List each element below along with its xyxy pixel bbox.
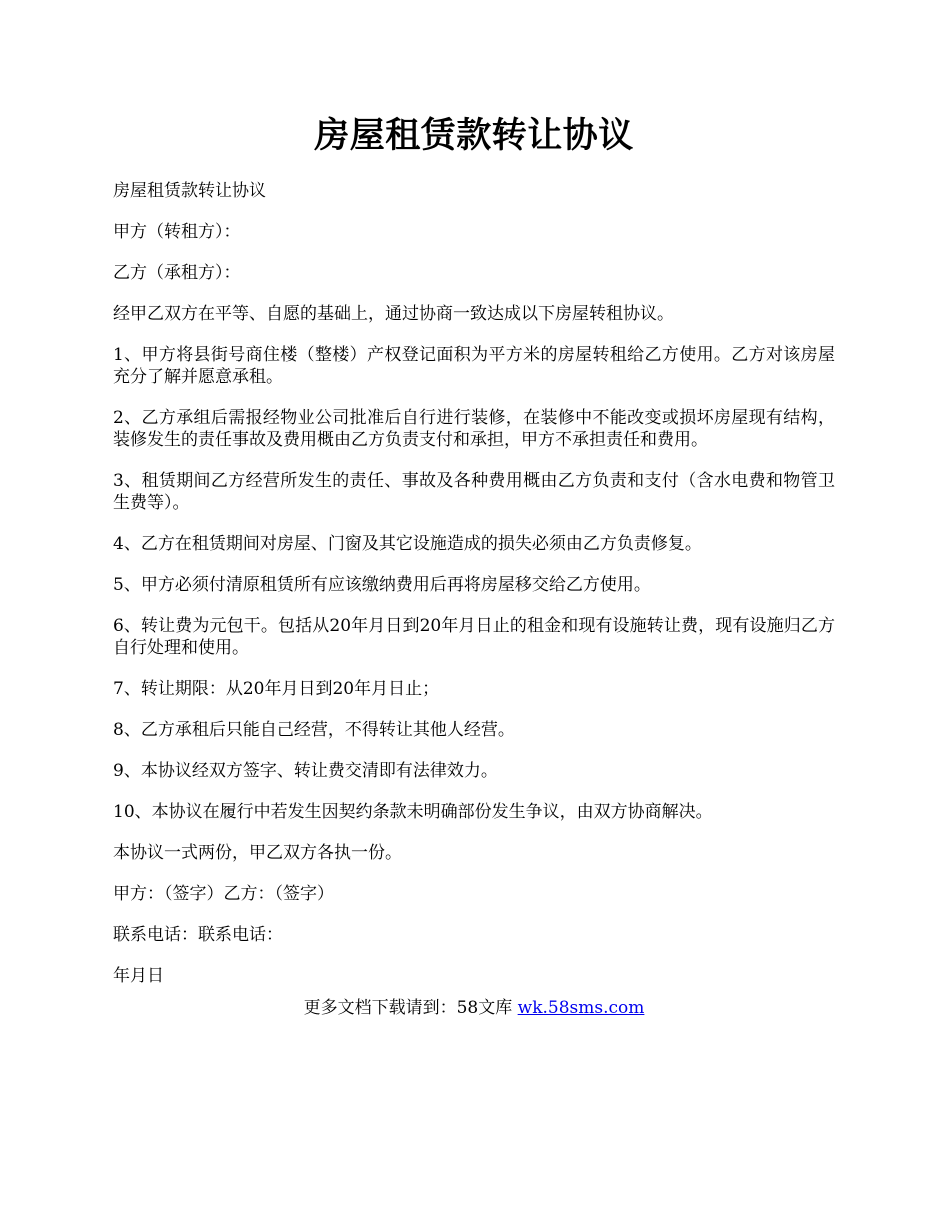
clause-2: 2、乙方承组后需报经物业公司批准后自行进行装修，在装修中不能改变或损坏房屋现有结构，装修发生的责任事故及费用概由乙方负责支付和承担，甲方不承担责任和费用。 [113,408,835,450]
footer-link[interactable]: wk.58sms.com [517,998,645,1018]
document-body [113,180,835,1006]
party-a-line: 甲方（转租方）： [113,222,241,242]
clause-4: 4、乙方在租赁期间对房屋、门窗及其它设施造成的损失必须由乙方负责修复。 [113,534,702,554]
clause-9: 9、本协议经双方签字、转让费交清即有法律效力。 [113,761,498,781]
footer-text: 更多文档下载请到：58文库 [303,998,518,1018]
contact-phone-line: 联系电话：联系电话： [113,925,283,945]
document-title: 房屋租赁款转让协议 [314,115,634,156]
date-line: 年月日 [113,966,164,986]
clause-3: 3、租赁期间乙方经营所发生的责任、事故及各种费用概由乙方负责和支付（含水电费和物管卫生费等）。 [113,471,835,513]
clause-1: 1、甲方将县街号商住楼（整楼）产权登记面积为平方米的房屋转租给乙方使用。乙方对该房屋充分了解并愿意承租。 [113,345,835,387]
footer [113,997,835,1019]
party-b-line: 乙方（承租方）： [113,263,241,283]
clause-5: 5、甲方必须付清原租赁所有应该缴纳费用后再将房屋移交给乙方使用。 [113,575,651,595]
paragraph-heading: 房屋租赁款转让协议 [113,181,266,201]
clause-7: 7、转让期限：从20年月日到20年月日止； [113,679,440,699]
clause-6: 6、转让费为元包干。包括从20年月日到20年月日止的租金和现有设施转让费，现有设施归乙方自行处理和使用。 [113,616,835,658]
copies-statement: 本协议一式两份，甲乙双方各执一份。 [113,843,402,863]
preamble-paragraph: 经甲乙双方在平等、自愿的基础上，通过协商一致达成以下房屋转租协议。 [113,304,674,324]
clause-10: 10、本协议在履行中若发生因契约条款未明确部份发生争议，由双方协商解决。 [113,802,713,822]
clause-8: 8、乙方承租后只能自己经营，不得转让其他人经营。 [113,720,515,740]
signature-line: 甲方：（签字）乙方：（签字） [113,884,334,904]
